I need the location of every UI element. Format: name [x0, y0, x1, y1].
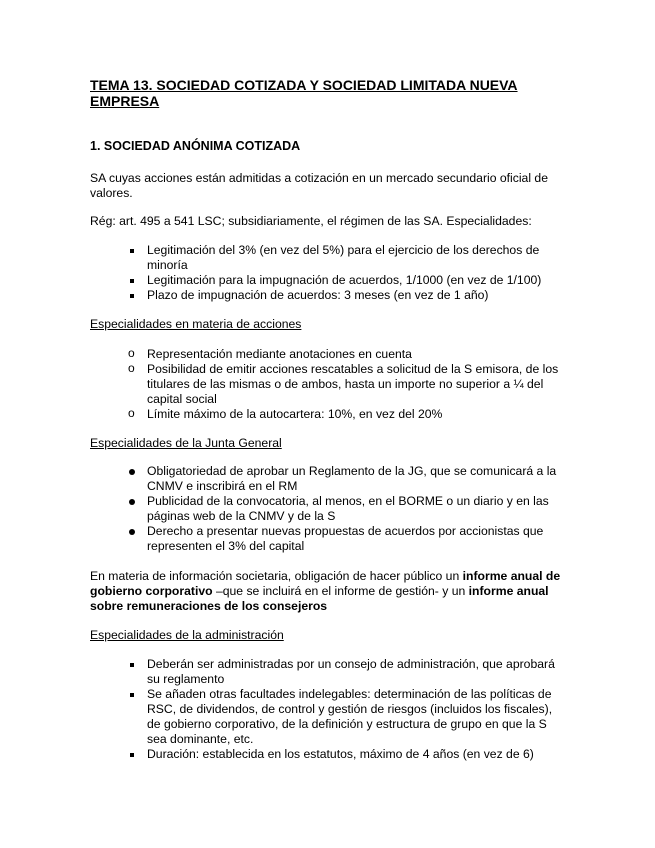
- list-item: Deberán ser administradas por un consejo de administración, que aprobará su reglamento: [90, 657, 568, 687]
- junta-list: [90, 464, 568, 554]
- list-item: Publicidad de la convocatoria, al menos, en el BORME o un diario y en las páginas web de la CNMV y de la S: [90, 494, 568, 524]
- list-item: Legitimación del 3% (en vez del 5%) para el ejercicio de los derechos de minoría: [90, 243, 568, 273]
- acciones-list: [90, 347, 568, 422]
- list-item: Duración: establecida en los estatutos, máximo de 4 años (en vez de 6): [90, 747, 568, 762]
- acciones-heading: Especialidades en materia de acciones: [90, 317, 302, 331]
- o-bullet: o: [128, 406, 135, 420]
- round-bullet-icon: [129, 529, 135, 535]
- list-item: o Representación mediante anotaciones en cuenta: [128, 346, 412, 361]
- document-title: TEMA 13. SOCIEDAD COTIZADA Y SOCIEDAD LIMITADA NUEVA EMPRESA: [90, 77, 518, 109]
- admin-list: [90, 657, 568, 762]
- square-bullet-icon: [130, 753, 134, 757]
- list-item: Legitimación para la impugnación de acuerdos, 1/1000 (en vez de 1/100): [90, 273, 568, 288]
- intro-paragraph: SA cuyas acciones están admitidas a cotización en un mercado secundario oficial de valores.: [90, 171, 548, 200]
- o-bullet: o: [128, 361, 135, 375]
- regimen-paragraph: Rég: art. 495 a 541 LSC; subsidiariamente, el régimen de las SA. Especialidades:: [90, 214, 532, 228]
- list-item: o Límite máximo de la autocartera: 10%, en vez del 20%: [128, 406, 443, 421]
- square-bullet-icon: [130, 279, 134, 283]
- square-bullet-icon: [130, 693, 134, 697]
- section-heading: 1. SOCIEDAD ANÓNIMA COTIZADA: [90, 139, 301, 153]
- square-bullet-icon: [130, 663, 134, 667]
- round-bullet-icon: [129, 469, 135, 475]
- o-bullet: o: [128, 346, 135, 360]
- junta-heading: Especialidades de la Junta General: [90, 436, 282, 450]
- square-bullet-icon: [130, 249, 134, 253]
- round-bullet-icon: [129, 499, 135, 505]
- square-bullet-icon: [130, 294, 134, 298]
- list-item: Obligatoriedad de aprobar un Reglamento de la JG, que se comunicará a la CNMV e inscribirá en el RM: [90, 464, 568, 494]
- list-item: o Posibilidad de emitir acciones rescatables a solicitud de la S emisora, de los titulares de las mismas o de ambos, hasta un importe no superior a ¼ del capital social: [128, 361, 559, 406]
- info-paragraph: En materia de información societaria, obligación de hacer público un informe anual de gobierno corporativo –que se incluirá en el informe de gestión- y un informe anual sobre remuneraciones de los consejeros: [90, 569, 561, 613]
- admin-heading: Especialidades de la administración: [90, 628, 284, 642]
- list-item: Derecho a presentar nuevas propuestas de acuerdos por accionistas que representen el 3% del capital: [90, 524, 568, 554]
- especialidades-list: [90, 243, 568, 303]
- list-item: Se añaden otras facultades indelegables: determinación de las políticas de RSC, de dividendos, de control y gestión de riesgos (incluidos los fiscales), de gobierno corporativo, de la definición y estructura de grupo en que la S sea dominante, etc.: [90, 687, 568, 747]
- list-item: Plazo de impugnación de acuerdos: 3 meses (en vez de 1 año): [90, 288, 568, 303]
